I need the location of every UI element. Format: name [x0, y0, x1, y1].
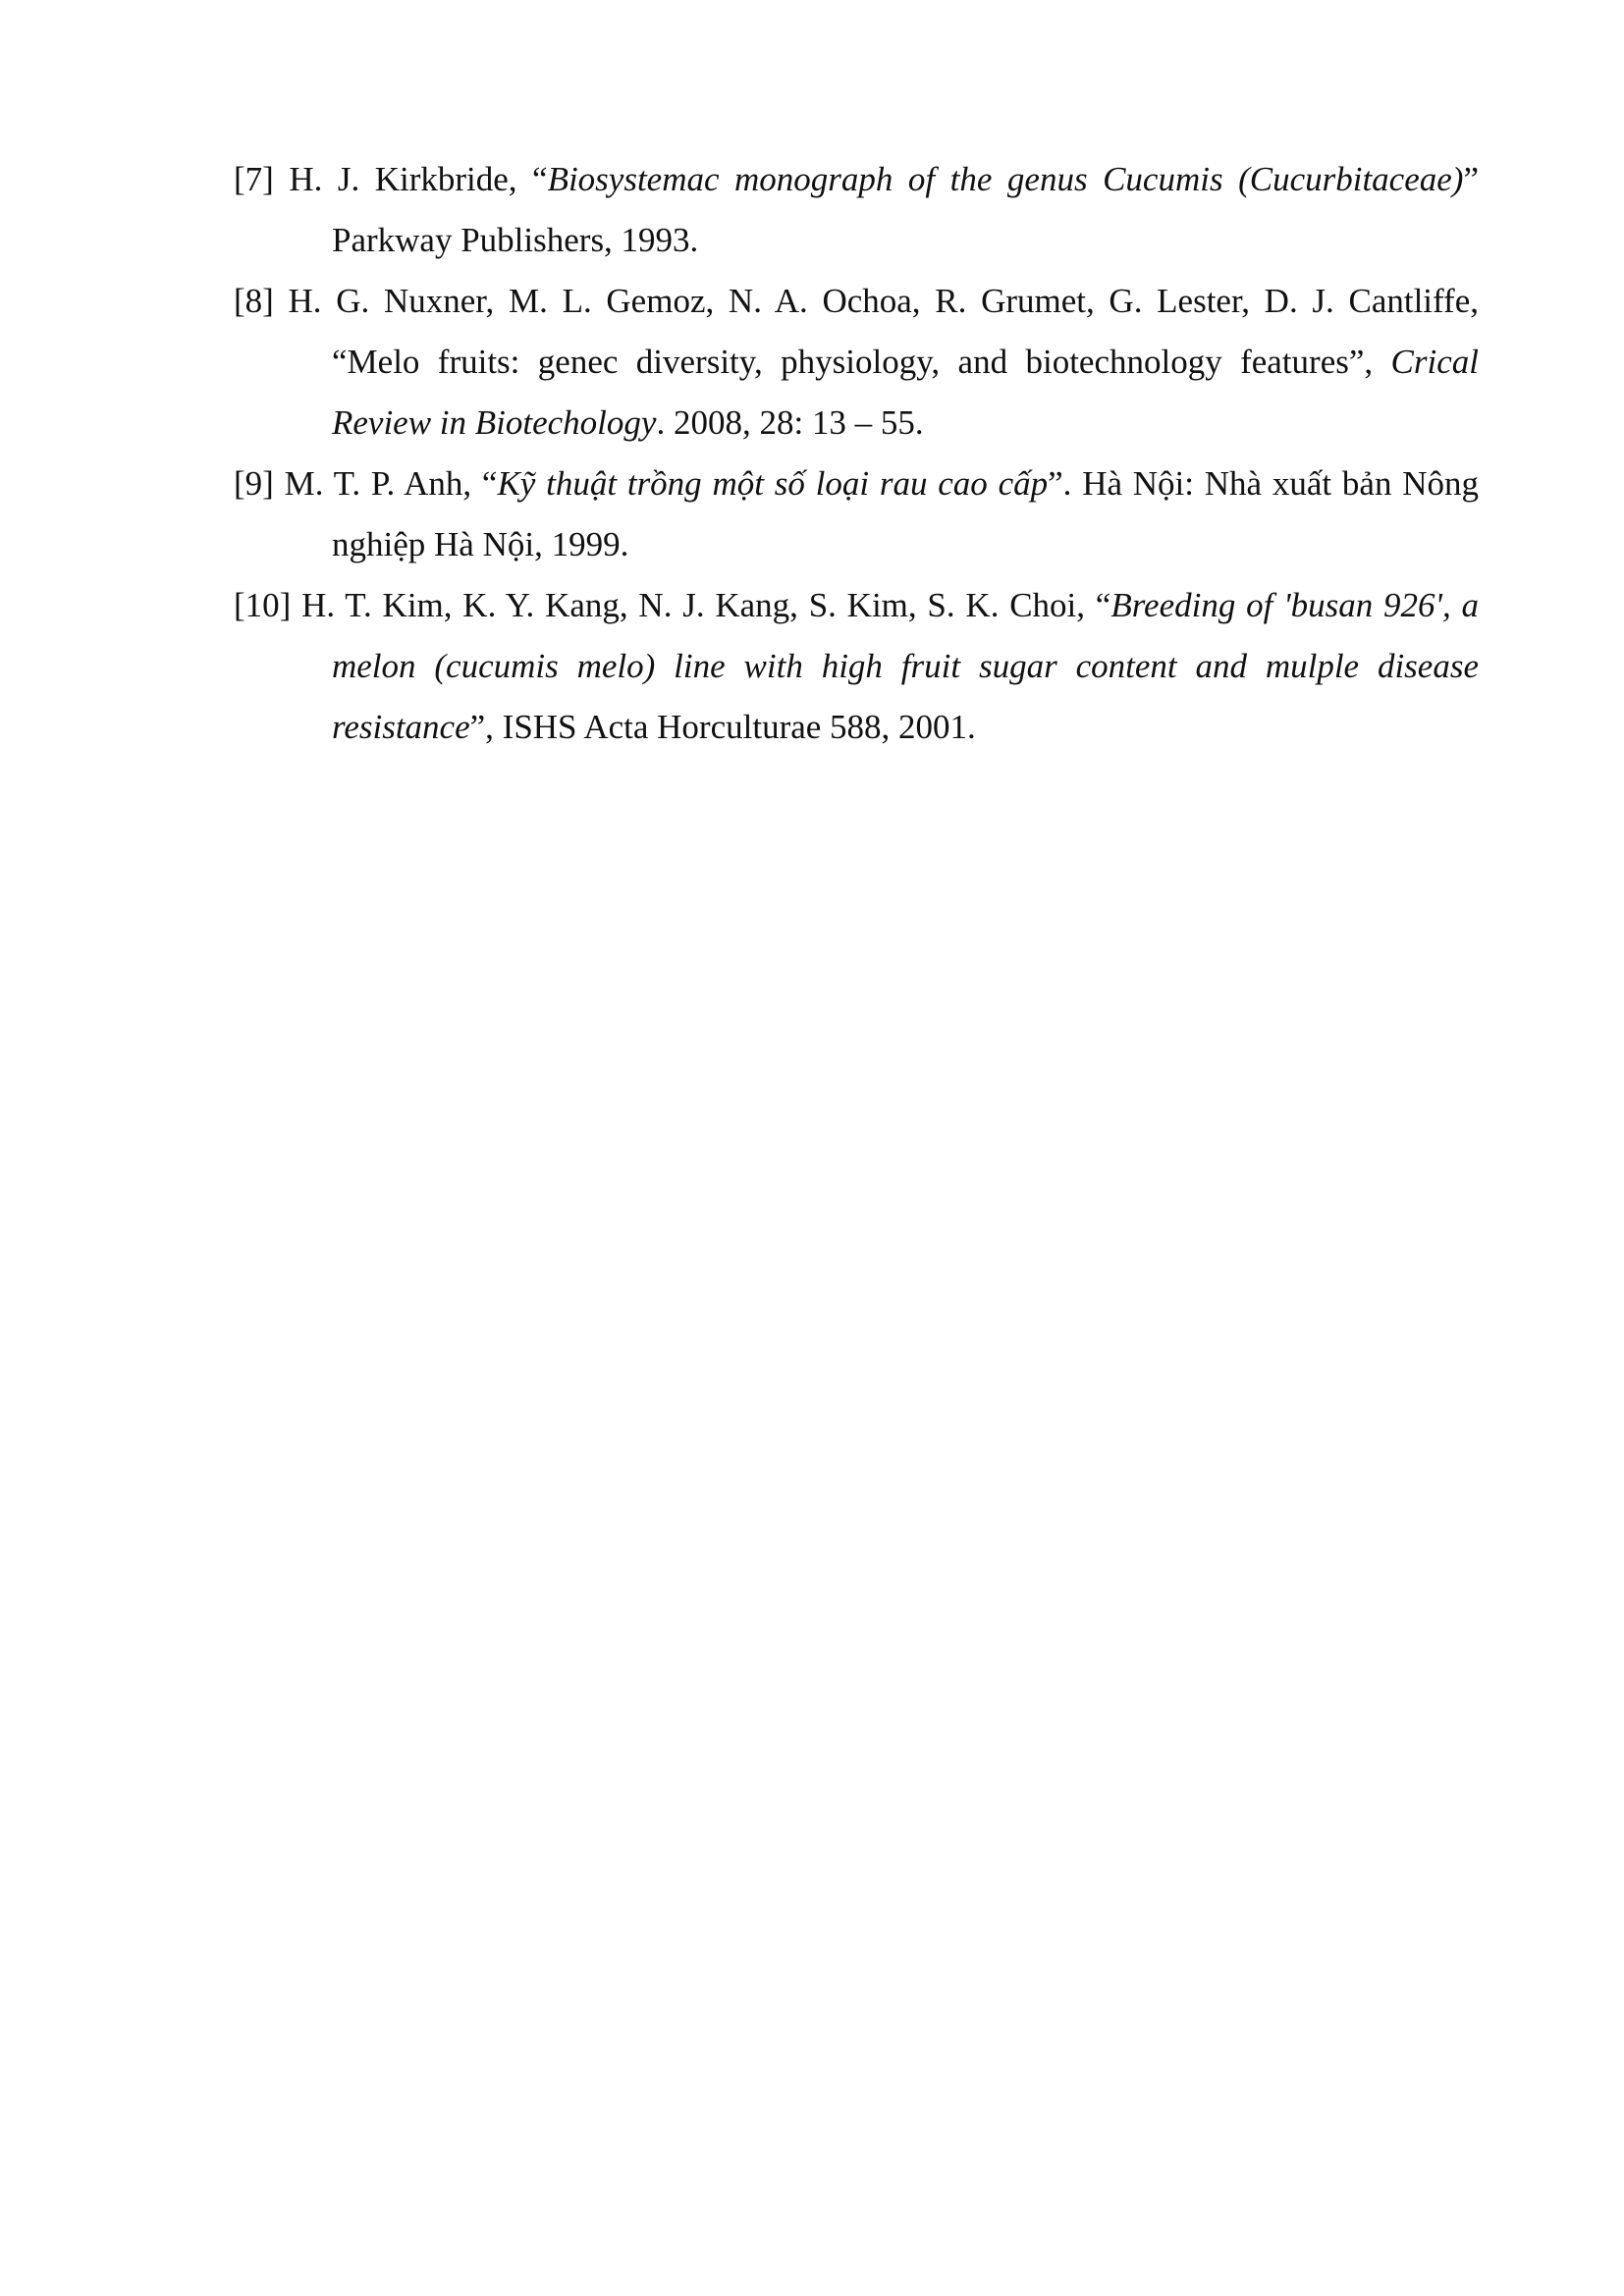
reference-text: [7] H. J. Kirkbride, “	[234, 160, 548, 198]
reference-9	[234, 454, 1479, 575]
reference-8	[234, 271, 1479, 454]
reference-journal: Crical Review in Biotechology	[332, 343, 1479, 442]
reference-text: . 2008, 28: 13 – 55.	[656, 403, 924, 442]
reference-text: [10] H. T. Kim, K. Y. Kang, N. J. Kang, S. Kim, S. K. Choi, “	[234, 586, 1111, 624]
reference-10	[234, 575, 1479, 758]
reference-text: [9] M. T. P. Anh, “	[234, 464, 498, 503]
reference-text: ”, ISHS Acta Horculturae 588, 2001.	[469, 708, 976, 746]
reference-7	[234, 149, 1479, 271]
reference-text: [8] H. G. Nuxner, M. L. Gemoz, N. A. Ochoa, R. Grumet, G. Lester, D. J. Cantliffe, “Melo fruits: genec diversity, physiology, and biotechnology features”,	[234, 282, 1479, 381]
reference-title: Breeding of 'busan 926', a melon (cucumis melo) line with high fruit sugar content and mulple disease resistance	[332, 586, 1479, 746]
reference-title: Kỹ thuật trồng một số loại rau cao cấp	[497, 464, 1049, 503]
reference-title: Biosystemac monograph of the genus Cucumis (Cucurbitaceae)	[547, 160, 1464, 198]
reference-list	[234, 149, 1479, 758]
reference-text: ” Parkway Publishers, 1993.	[332, 160, 1479, 259]
reference-text: ”. Hà Nội: Nhà xuất bản Nông nghiệp Hà Nội, 1999.	[332, 464, 1480, 563]
